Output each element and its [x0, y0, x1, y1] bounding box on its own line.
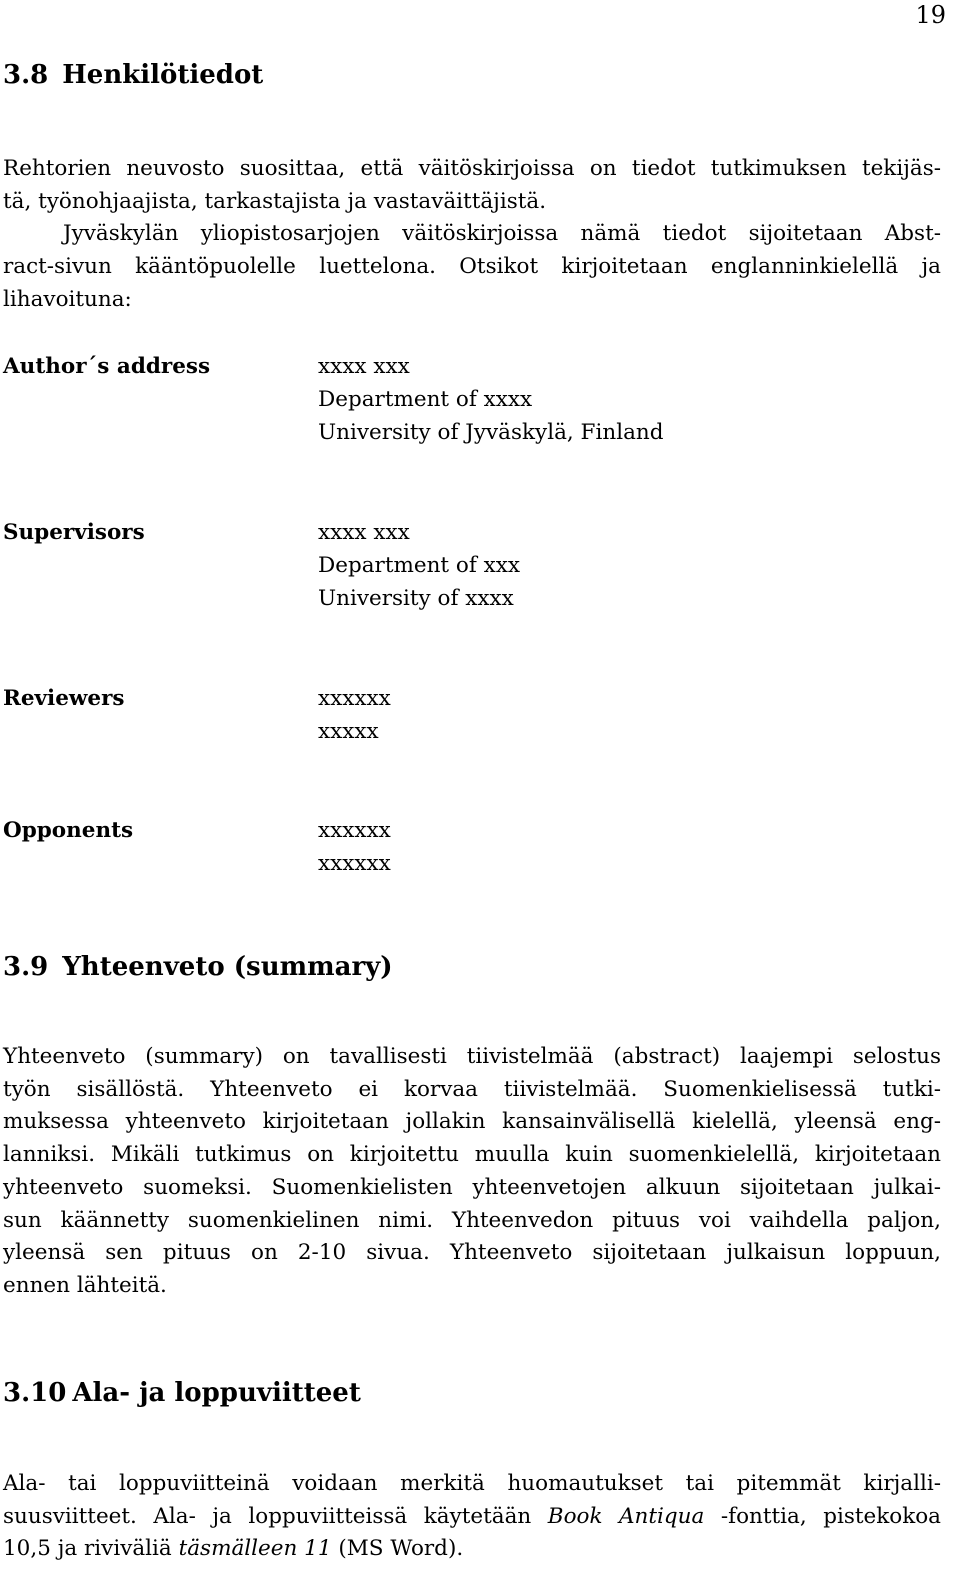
line-spacing-value: täsmälleen 11 — [178, 1536, 332, 1562]
paragraph-line: Yhteenveto (summary) on tavallisesti tiivistelmää (abstract) laajempi selostus — [3, 1044, 941, 1069]
info-value: xxxxx — [318, 719, 379, 744]
intro-paragraph — [3, 153, 941, 317]
paragraph-line: ennen lähteitä. — [3, 1272, 167, 1298]
paragraph-line: sun käännetty suomenkielinen nimi. Yhteenvedon pituus voi vaihdella paljon, — [3, 1207, 941, 1233]
summary-paragraph — [3, 1041, 941, 1303]
section-number: 3.9 — [3, 952, 49, 982]
paragraph-line: lihavoituna: — [3, 286, 132, 312]
paragraph-line: yhteenveto suomeksi. Suomenkielisten yhteenvetojen alkuun sijoitetaan julkai- — [3, 1174, 941, 1200]
info-label: Opponents — [3, 818, 134, 843]
info-values — [318, 814, 391, 880]
info-value: University of Jyväskylä, Finland — [318, 420, 664, 445]
section-number: 3.8 — [3, 60, 49, 90]
paragraph-line — [3, 1501, 941, 1534]
paragraph-line: lanniksi. Mikäli tutkimus on kirjoitettu muulla kuin suomenkielellä, kirjoitetaan — [3, 1142, 941, 1168]
text-run: 10,5 ja riviväliä — [3, 1536, 179, 1562]
footnotes-paragraph — [3, 1468, 941, 1566]
paragraph-line — [3, 1533, 941, 1566]
paragraph-line: Ala- tai loppuviitteinä voidaan merkitä huomautukset tai pitemmät kirjalli- — [3, 1471, 941, 1496]
section-heading-3-10 — [3, 1376, 361, 1410]
info-label: Supervisors — [3, 520, 145, 545]
paragraph-line: yleensä sen pituus on 2-10 sivua. Yhteenveto sijoitetaan julkaisun loppuun, — [3, 1240, 941, 1266]
section-title: Henkilötiedot — [62, 60, 264, 90]
section-heading-3-8 — [3, 58, 263, 92]
info-values — [318, 350, 664, 449]
text-run: suusviitteet. Ala- ja loppuviitteissä käytetään — [3, 1503, 548, 1529]
section-title: Yhteenveto (summary) — [62, 952, 393, 982]
info-value: xxxxxx — [318, 851, 391, 876]
paragraph-line: Rehtorien neuvosto suosittaa, että väitöskirjoissa on tiedot tutkimuksen tekijäs- — [3, 156, 941, 181]
info-value: xxxx xxx — [318, 520, 410, 545]
font-name: Book Antiqua — [547, 1503, 705, 1529]
info-values — [318, 682, 391, 748]
paragraph-line: muksessa yhteenveto kirjoitetaan jollakin kansainvälisellä kielellä, yleensä eng- — [3, 1109, 941, 1135]
section-title: Ala- ja loppuviitteet — [72, 1378, 361, 1408]
info-value: xxxx xxx — [318, 354, 410, 379]
page-number: 19 — [915, 1, 946, 29]
paragraph-line: tä, työnohjaajista, tarkastajista ja vastaväittäjistä. — [3, 188, 547, 214]
paragraph-line: Jyväskylän yliopistosarjojen väitöskirjoissa nämä tiedot sijoitetaan Abst- — [63, 221, 941, 247]
paragraph-line: ract-sivun kääntöpuolelle luettelona. Otsikot kirjoitetaan englanninkielellä ja — [3, 254, 941, 280]
info-label: Author´s address — [3, 354, 211, 379]
paragraph-line: työn sisällöstä. Yhteenveto ei korvaa tiivistelmää. Suomenkielisessä tutki- — [3, 1076, 941, 1102]
section-number: 3.10 — [3, 1378, 67, 1408]
info-value: xxxxxx — [318, 686, 391, 711]
info-value: Department of xxx — [318, 553, 521, 578]
section-heading-3-9 — [3, 950, 393, 984]
info-value: Department of xxxx — [318, 387, 533, 412]
text-run: -fonttia, pistekokoa — [704, 1503, 941, 1529]
info-value: xxxxxx — [318, 818, 391, 843]
info-value: University of xxxx — [318, 586, 514, 611]
info-label: Reviewers — [3, 686, 125, 711]
text-run: (MS Word). — [331, 1536, 464, 1562]
info-values — [318, 516, 520, 615]
